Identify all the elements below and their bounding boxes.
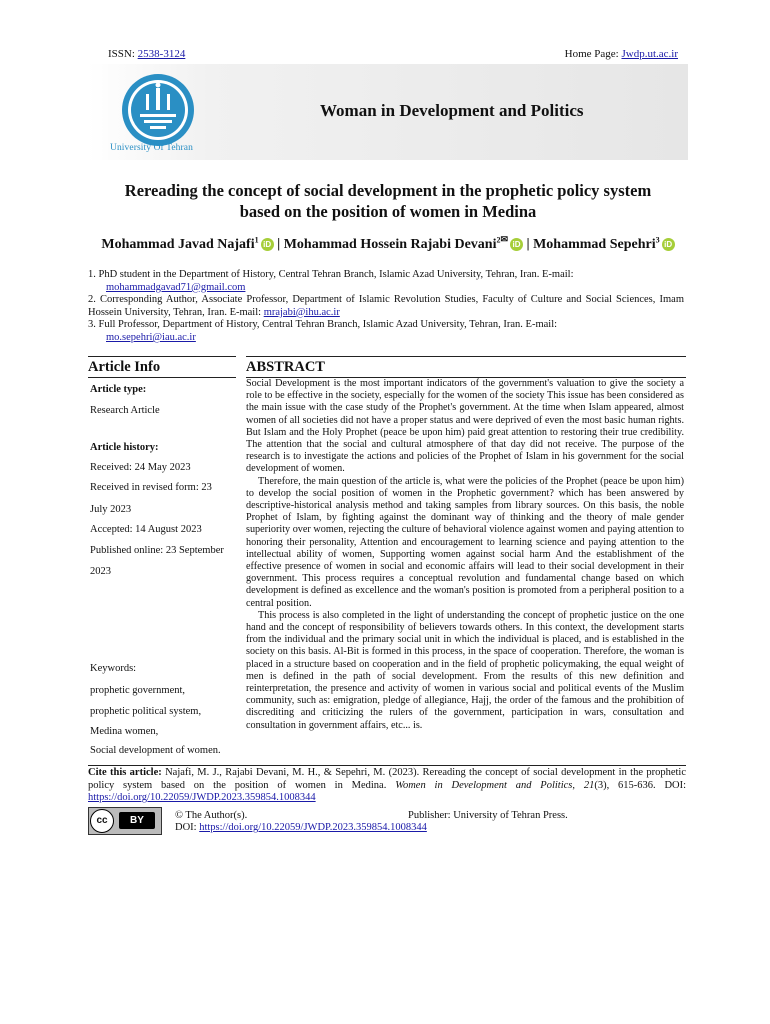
citation-label: Cite this article: [88,767,162,778]
abstract-paragraph: Therefore, the main question of the article is, what were the policies of the Prophet (peace be upon him) to develop the social position of women in the Prophetic government? which has been answered by descriptive-historical analysis method and taking samples from library sources. On this basis, the noble Prophet of Islam, by fighting against the dominant way of thinking and the theory of male gender superiority over women, rejecting the culture of behavioral violence against women and paying attention to honoring their personality, Attention and encouragement to learning science and paying attention to the intellectual ability of women, Supporting women against social harm And the establishment of the effective presence of women in social and economic affairs will lead to their social development in their government. This process requires a conceptual revolution and fundamental change based on which development is defined as excellence and the woman's position is promoted from a peripheral position to a central position. [246,475,684,609]
published-date-cont: 2023 [90,566,111,577]
affiliation-email[interactable]: mo.sepehri@iau.ac.ir [106,331,196,343]
divider [88,765,686,766]
citation-journal: Women in Development and Politics [395,779,573,791]
issn: ISSN: 2538-3124 [108,48,186,60]
orcid-icon[interactable]: iD [662,238,675,251]
keyword: prophetic political system, [90,706,202,717]
orcid-icon[interactable]: iD [261,238,274,251]
abstract-paragraph: This process is also completed in the light of understanding the concept of prophetic justice on the one hand and the concept of responsibility of believers towards others. In this context, the development starts from the individual and the primary social unit in which the individual is placed, and is established in the society on this basis. Al-Bit is formed in this process, in the space of cooperation. Therefore, the woman is placed in a structure based on cooperation and in the field of prophetic policymaking, the equal weight of men is defined in the path of social development. From the results of this new definition and reinterpretation, the presence and activity of women in various social and political events of the Muslim community, such as: emigration, pledge of allegiance, Hajj, the order of the famous and the prohibition of discrediting and criticizing the rulers of the government, participation in wars, consultation and consultation in government affairs, etc... is. [246,609,684,731]
cc-by-license-icon[interactable] [88,807,162,835]
abstract-paragraph: Social Development is the most important indicators of the government's valuation to give the society a role to be effective in the society, especially for the women of the society This issue has been considered as the main issue with the case study of the Prophet's government. At the time when Islam appeared, almost women of all societies did not have a proper status and were deprived of even the most basic human rights. But Islam and the Holy Prophet (peace be upon him) paid great attention to restoring their true credibility. The attention that the social and cultural atmosphere of that day did not receive. The purpose of the research is to investigate the actions and policies of the Prophet of Islam in his government for the social development of women. [246,378,684,475]
accepted-date: Accepted: 14 August 2023 [90,524,202,535]
citation-doi-link[interactable]: https://doi.org/10.22059/JWDP.2023.359854.1008344 [88,792,316,803]
issn-link[interactable]: 2538-3124 [137,48,186,60]
affiliation-1: 1. PhD student in the Department of History, Central Tehran Branch, Islamic Azad University, Tehran, Iran. E-mail: mohammadgavad71@gmail.com [88,269,574,293]
doi-line: DOI: https://doi.org/10.22059/JWDP.2023.359854.1008344 [175,822,427,833]
author-list: Mohammad Javad Najafi$^1$iD | Mohammad Hossein Rajabi Devani$^{2✉}$iD | Mohammad Sepehri$^3$iD [88,228,688,256]
revised-date-cont: July 2023 [90,504,132,515]
revised-date: Received in revised form: 23 [90,482,212,493]
mail-icon[interactable]: ✉ [500,234,508,244]
article-info-heading: Article Info [88,356,236,378]
affiliation-3: 3. Full Professor, Department of History, Central Tehran Branch, Islamic Azad University, Tehran, Iran. E-mail: mo.sepehri@iau.ac.ir [88,319,558,343]
home-page: Home Page: Jwdp.ut.ac.ir [564,48,678,60]
by-icon: BY [119,812,155,829]
received-date: Received: 24 May 2023 [90,462,191,473]
author-1: Mohammad Javad Najafi$^1$ [101,235,259,252]
doi-link[interactable]: https://doi.org/10.22059/JWDP.2023.359854.1008344 [199,822,427,833]
published-date: Published online: 23 September [90,545,224,556]
keyword: Social development of women. [90,745,221,756]
citation-volume: 21 [583,779,595,791]
abstract-body [246,378,684,732]
top-line [88,48,688,64]
publisher: Publisher: University of Tehran Press. [408,810,568,821]
author-2: Mohammad Hossein Rajabi Devani$^2$ [283,235,501,252]
orcid-icon[interactable]: iD [510,238,523,251]
cc-icon: cc [90,809,114,833]
affiliation-email[interactable]: mrajabi@ihu.ac.ir [263,306,340,318]
article-type-value: Research Article [90,405,160,416]
affiliation-email[interactable]: mohammadgavad71@gmail.com [106,281,246,293]
affiliation-2: 2. Corresponding Author, Associate Professor, Department of Islamic Revolution Studies, Faculty of Culture and Social Sciences, Imam Hossein University, Tehran, Iran. E-mail: mrajabi@ihu.ac.ir [88,294,684,318]
abstract-heading: ABSTRACT [246,356,686,378]
copyright: © The Author(s). [175,810,248,821]
keyword: prophetic government, [90,685,186,696]
article-type-label: Article type: [90,384,147,395]
keyword: Medina women, [90,726,159,737]
university-name: University Of Tehran [110,143,193,153]
journal-masthead [88,64,688,160]
journal-title: Woman in Development and Politics [320,101,584,120]
home-page-link[interactable]: Jwdp.ut.ac.ir [621,48,678,60]
paper-title: Rereading the concept of social development in the prophetic policy system based on the position of women in Medina [124,181,652,221]
citation: Cite this article: Najafi, M. J., Rajabi Devani, M. H., & Sepehri, M. (2023). Rereading the concept of social development in the prophetic policy system based on the position of women in Medina. Women in Development and Politics, 21(3), 615-636. DOI: https://doi.org/10.22059/JWDP.2023.359854.1008344 [88,767,687,803]
keywords-label: Keywords: [90,663,137,674]
university-logo-icon [120,72,196,148]
author-3: Mohammad Sepehri$^3$ [533,235,660,252]
article-history-label: Article history: [90,442,159,453]
affiliations [88,269,684,345]
